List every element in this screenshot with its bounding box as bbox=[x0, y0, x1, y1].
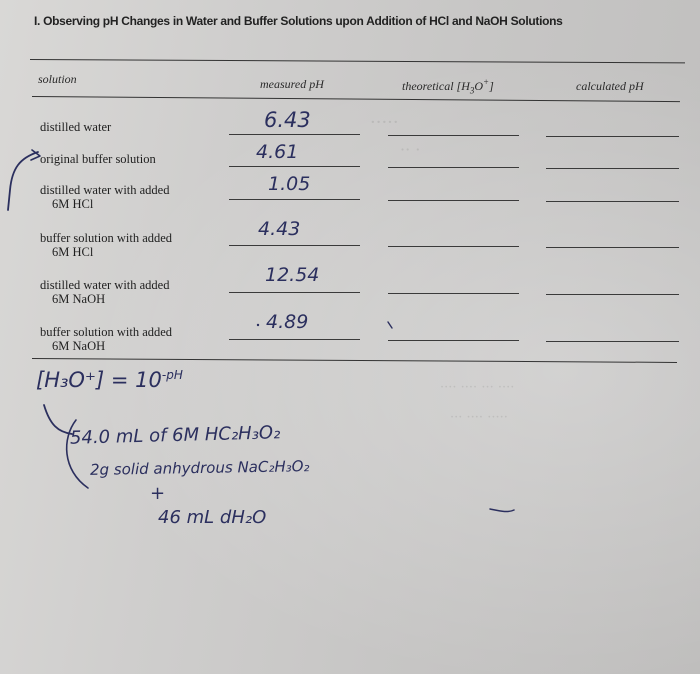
measured-ph-value-3: 1.05 bbox=[268, 173, 311, 195]
row-label-line2: 6M HCl bbox=[52, 245, 94, 259]
section-title: I. Observing pH Changes in Water and Buffer Solutions upon Addition of HCl and NaOH Solutions bbox=[34, 14, 563, 28]
note-formula bbox=[36, 368, 183, 392]
blank-theoretical-3[interactable] bbox=[388, 200, 519, 201]
blank-measured-6[interactable] bbox=[229, 339, 360, 340]
measured-ph-value-4: 4.43 bbox=[258, 218, 301, 240]
note-sodium-acetate: 2g solid anhydrous NaC₂H₃O₂ bbox=[89, 457, 310, 479]
measured-ph-value-5: 12.54 bbox=[265, 264, 320, 286]
blank-theoretical-2[interactable] bbox=[388, 167, 519, 168]
blank-calculated-1[interactable] bbox=[546, 136, 679, 137]
stray-mark-1 bbox=[388, 322, 392, 328]
header-measured-ph: measured pH bbox=[260, 77, 324, 91]
blank-measured-2[interactable] bbox=[229, 166, 360, 167]
header-theoretical-suffix: ] bbox=[489, 79, 494, 93]
blank-calculated-2[interactable] bbox=[546, 168, 679, 169]
table-bottom-rule bbox=[32, 358, 677, 363]
title-rule bbox=[30, 59, 685, 63]
note-acetic-acid: 54.0 mL of 6M HC₂H₃O₂ bbox=[69, 422, 281, 449]
blank-measured-3[interactable] bbox=[229, 199, 360, 200]
row-label-buffer-hcl bbox=[40, 231, 172, 259]
bleed-through-1: ····· bbox=[370, 112, 399, 133]
row-label-line1: original buffer solution bbox=[40, 152, 156, 166]
header-theoretical-prefix: theoretical [H bbox=[402, 79, 470, 93]
row-label-line1: distilled water with added bbox=[40, 278, 170, 292]
note-formula-exponent: -pH bbox=[161, 368, 183, 382]
bracket-stroke bbox=[8, 152, 38, 210]
header-solution: solution bbox=[38, 72, 77, 86]
blank-calculated-5[interactable] bbox=[546, 294, 679, 295]
row-label-line2: 6M HCl bbox=[52, 197, 94, 211]
blank-calculated-4[interactable] bbox=[546, 247, 679, 248]
row-label-water-naoh bbox=[40, 278, 169, 306]
blank-theoretical-6[interactable] bbox=[388, 340, 519, 341]
row-label-distilled-water bbox=[40, 120, 111, 134]
blank-theoretical-1[interactable] bbox=[388, 135, 519, 136]
header-theoretical-sub: 3 bbox=[469, 85, 475, 96]
header-theoretical-h3o bbox=[402, 77, 494, 95]
measured-ph-value-2: 4.61 bbox=[256, 141, 299, 163]
measured-ph-value-6: 4.89 bbox=[266, 311, 309, 333]
tick-mark bbox=[490, 509, 514, 512]
curve-stroke bbox=[44, 405, 72, 434]
blank-measured-1[interactable] bbox=[229, 134, 360, 135]
row-label-original-buffer bbox=[40, 152, 156, 166]
bleed-through-3: ···· ···· ··· ···· bbox=[440, 380, 515, 395]
note-plus-sign: + bbox=[150, 483, 166, 504]
header-rule bbox=[32, 96, 680, 102]
stray-dot bbox=[257, 324, 259, 326]
row-label-line2: 6M NaOH bbox=[52, 292, 106, 306]
bleed-through-2: ·· · bbox=[400, 140, 421, 159]
row-label-line1: buffer solution with added bbox=[40, 231, 173, 245]
blank-measured-4[interactable] bbox=[229, 245, 360, 246]
arrow-head bbox=[31, 150, 40, 160]
bleed-through-4: ··· ···· ····· bbox=[450, 410, 508, 425]
blank-theoretical-5[interactable] bbox=[388, 293, 519, 294]
header-theoretical-mid: O bbox=[474, 79, 484, 93]
row-label-buffer-naoh bbox=[40, 325, 172, 353]
row-label-line2: 6M NaOH bbox=[52, 339, 106, 353]
row-label-water-hcl bbox=[40, 183, 169, 211]
header-calculated-ph: calculated pH bbox=[576, 79, 644, 93]
blank-theoretical-4[interactable] bbox=[388, 246, 519, 247]
row-label-line1: buffer solution with added bbox=[40, 325, 173, 339]
note-water: 46 mL dH₂O bbox=[158, 507, 267, 528]
measured-ph-value-1: 6.43 bbox=[264, 108, 311, 132]
blank-measured-5[interactable] bbox=[229, 292, 360, 293]
row-label-line1: distilled water with added bbox=[40, 183, 170, 197]
note-formula-lhs: [H₃O⁺] = 10 bbox=[36, 368, 162, 392]
blank-calculated-3[interactable] bbox=[546, 201, 679, 202]
header-theoretical-sup: + bbox=[483, 77, 490, 87]
row-label-line1: distilled water bbox=[40, 120, 112, 134]
blank-calculated-6[interactable] bbox=[546, 341, 679, 342]
